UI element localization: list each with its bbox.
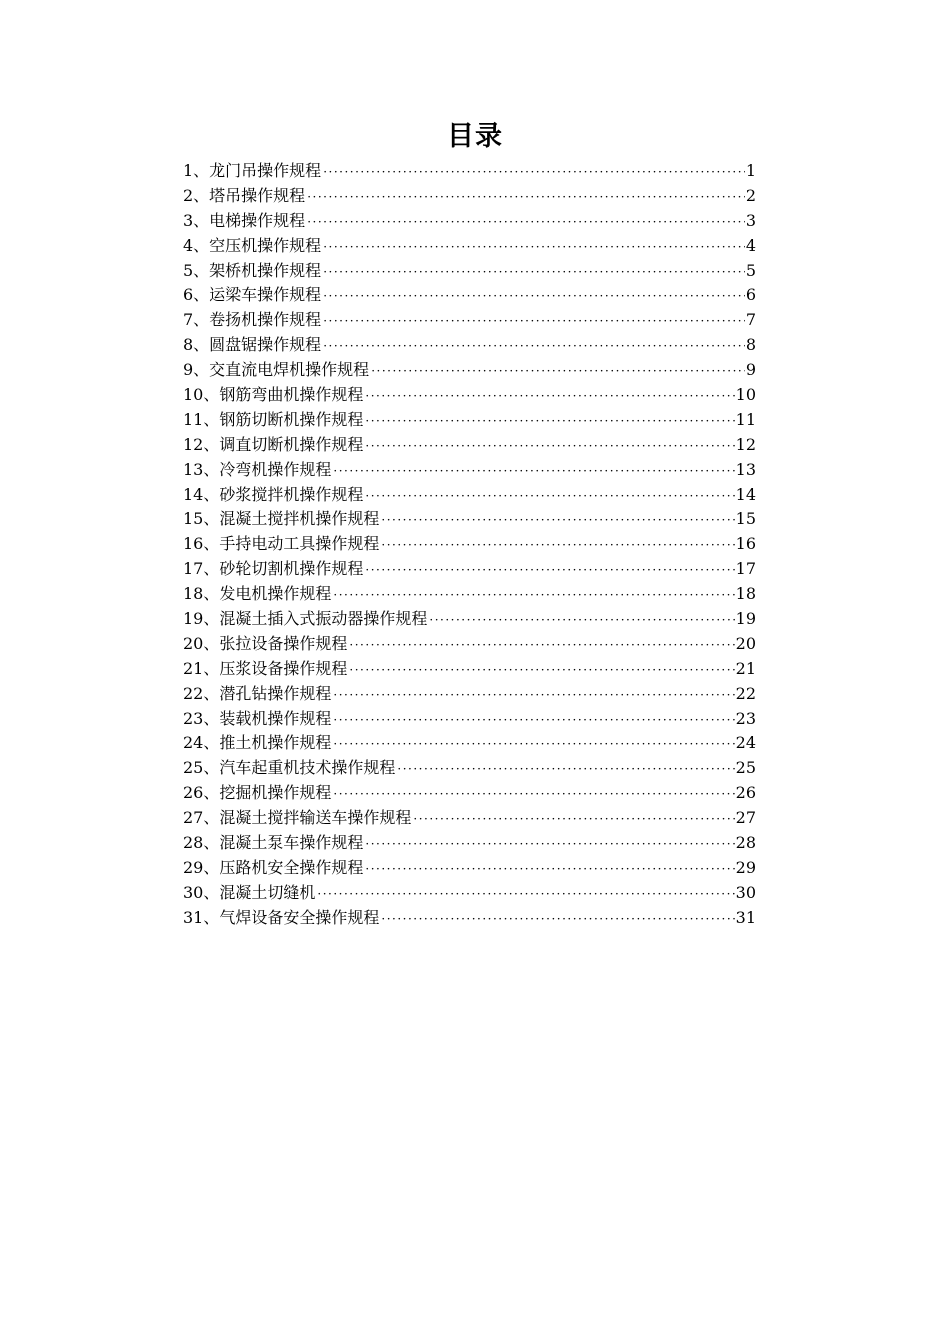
toc-entry-page: 17 [735,559,756,579]
toc-entry-page: 8 [745,335,756,355]
toc-dot-leader [363,434,734,459]
toc-entry-label: 16、手持电动工具操作规程 [183,534,380,554]
toc-entry[interactable] [183,458,756,483]
toc-entry[interactable] [183,831,756,856]
toc-entry-label: 13、冷弯机操作规程 [183,459,332,479]
toc-entry[interactable] [183,333,756,358]
toc-dot-leader [363,384,734,409]
toc-dot-leader [331,583,734,608]
toc-entry[interactable] [183,557,756,582]
toc-entry[interactable] [183,856,756,881]
toc-entry[interactable] [183,259,756,284]
toc-entry-label: 24、推土机操作规程 [183,733,332,753]
toc-entry-page: 10 [735,385,756,405]
toc-entry-label: 14、砂浆搅拌机操作规程 [183,484,364,504]
toc-entry-label: 11、钢筋切断机操作规程 [183,409,364,429]
toc-entry-page: 22 [735,683,756,703]
toc-entry[interactable] [183,308,756,333]
toc-entry-page: 21 [735,658,756,678]
toc-entry[interactable] [183,707,756,732]
toc-entry-page: 29 [735,857,756,877]
toc-entry-page: 4 [745,235,756,255]
toc-dot-leader [395,757,734,782]
toc-dot-leader [369,359,745,384]
toc-entry-page: 1 [745,161,756,180]
page-title: 目录 [447,121,503,152]
toc-entry-page: 11 [735,409,756,429]
toc-dot-leader [321,260,745,285]
toc-entry[interactable] [183,532,756,557]
toc-entry[interactable] [183,806,756,831]
toc-entry-label: 15、混凝土搅拌机操作规程 [183,509,380,529]
toc-entry-page: 13 [735,459,756,479]
toc-entry[interactable] [183,731,756,756]
toc-dot-leader [363,857,734,882]
toc-entry-label: 26、挖掘机操作规程 [183,783,332,803]
toc-dot-leader [427,608,734,633]
toc-dot-leader [363,558,734,583]
toc-entry[interactable] [183,657,756,682]
toc-entry[interactable] [183,358,756,383]
toc-entry-page: 28 [735,833,756,853]
toc-entry[interactable] [183,632,756,657]
toc-entry[interactable] [183,881,756,906]
toc-entry-page: 14 [735,484,756,504]
toc-entry-label: 27、混凝土搅拌输送车操作规程 [183,808,412,828]
toc-entry-page: 12 [735,434,756,454]
toc-dot-leader [305,185,745,210]
toc-dot-leader [321,284,745,309]
toc-entry-label: 10、钢筋弯曲机操作规程 [183,385,364,405]
toc-entry-label: 22、潜孔钻操作规程 [183,683,332,703]
toc-entry-page: 27 [735,808,756,828]
toc-entry-label: 7、卷扬机操作规程 [183,310,322,330]
toc-entry-label: 25、汽车起重机技术操作规程 [183,758,396,778]
toc-dot-leader [321,235,745,260]
toc-entry-label: 23、装载机操作规程 [183,708,332,728]
toc-entry-label: 9、交直流电焊机操作规程 [183,360,370,380]
toc-dot-leader [321,160,745,185]
toc-entry-page: 15 [735,509,756,529]
toc-entry-page: 26 [735,783,756,803]
toc-dot-leader [331,459,734,484]
toc-entry-page: 7 [745,310,756,330]
toc-dot-leader [363,484,734,509]
toc-entry-page: 24 [735,733,756,753]
toc-entry-page: 6 [745,285,756,305]
toc-entry[interactable] [183,781,756,806]
toc-dot-leader [379,533,734,558]
toc-entry-label: 20、张拉设备操作规程 [183,633,348,653]
toc-entry[interactable] [183,234,756,259]
toc-entry-label: 19、混凝土插入式振动器操作规程 [183,609,428,629]
toc-entry-page: 23 [735,708,756,728]
toc-entry-label: 29、压路机安全操作规程 [183,857,364,877]
toc-entry-page: 18 [735,584,756,604]
toc-entry-label: 8、圆盘锯操作规程 [183,335,322,355]
toc-dot-leader [331,732,734,757]
toc-entry-page: 30 [735,882,756,902]
toc-entry-page: 20 [735,633,756,653]
toc-entry[interactable] [183,184,756,209]
toc-entry-label: 12、调直切断机操作规程 [183,434,364,454]
toc-dot-leader [305,210,745,235]
toc-entry-page: 3 [745,210,756,230]
toc-entry-page: 2 [745,185,756,205]
toc-dot-leader [347,658,734,683]
toc-entry-label: 4、空压机操作规程 [183,235,322,255]
toc-entry-label: 3、电梯操作规程 [183,210,306,230]
toc-entry[interactable] [183,383,756,408]
toc-entry-page: 9 [745,360,756,380]
toc-dot-leader [321,309,745,334]
toc-entry-label: 17、砂轮切割机操作规程 [183,559,364,579]
toc-entry-label: 1、龙门吊操作规程 [183,161,322,180]
toc-entry-label: 28、混凝土泵车操作规程 [183,833,364,853]
toc-entry[interactable] [183,209,756,234]
toc-entry[interactable] [183,159,756,184]
toc-entry-page: 25 [735,758,756,778]
toc-entry-label: 5、架桥机操作规程 [183,260,322,280]
toc-entry-label: 6、运梁车操作规程 [183,285,322,305]
toc-entry[interactable] [183,756,756,781]
toc-entry-label: 21、压浆设备操作规程 [183,658,348,678]
toc-entry[interactable] [183,906,756,931]
toc-entry-label: 31、气焊设备安全操作规程 [183,907,380,927]
toc-dot-leader [331,708,734,733]
toc-entry-page: 19 [735,609,756,629]
toc-dot-leader [347,633,734,658]
toc-entry[interactable] [183,483,756,508]
toc-dot-leader [379,907,734,932]
toc-entry[interactable] [183,582,756,607]
toc-dot-leader [321,334,745,359]
toc-dot-leader [331,782,734,807]
toc-entry-label: 18、发电机操作规程 [183,584,332,604]
toc-dot-leader [363,409,734,434]
toc-dot-leader [411,807,734,832]
toc-entry-page: 16 [735,534,756,554]
toc-entry[interactable] [183,283,756,308]
toc-entry-page: 31 [735,907,756,927]
toc-entry[interactable] [183,682,756,707]
toc-entry[interactable] [183,507,756,532]
toc-dot-leader [331,683,734,708]
toc-entry[interactable] [183,408,756,433]
toc-dot-leader [363,832,734,857]
toc-entry-label: 30、混凝土切缝机 [183,882,316,902]
toc-entry-label: 2、塔吊操作规程 [183,185,306,205]
toc-entry[interactable] [183,607,756,632]
toc-entry[interactable] [183,433,756,458]
toc-dot-leader [379,508,734,533]
toc-list [183,159,756,931]
toc-entry-page: 5 [745,260,756,280]
toc-dot-leader [315,882,734,907]
